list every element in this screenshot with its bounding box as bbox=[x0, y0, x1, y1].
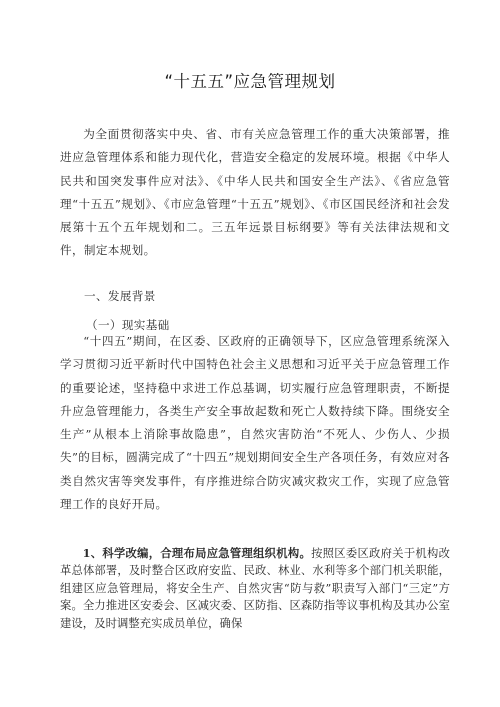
background-paragraph: “十四五”期间，在区委、区政府的正确领导下，区应急管理系统深入学习贯彻习近平新时代中国特色社会主义思想和习近平关于应急管理工作的重要论述，坚持稳中求进工作总基调，切实履行应急管理职责，不断提升应急管理能力，各类生产安全事故起数和死亡人数持续下降。围绕安全生产”从根本上消除事故隐患”，自然灾害防治“不死人、少伤人、少损失”的目标，圆满完成了“十四五”规划期间安全生产各项任务，有效应对各类自然灾害等突发事件，有序推进综合防灾减灾救灾工作，实现了应急管理工作的良好开局。 bbox=[60, 334, 450, 512]
subsection-heading-current-foundation: （一）现实基础 bbox=[86, 318, 170, 332]
document-title: “十五五”应急管理规划 bbox=[164, 72, 336, 91]
item-1-paragraph bbox=[60, 545, 450, 632]
intro-paragraph: 为全面贯彻落实中央、省、市有关应急管理工作的重大决策部署，推进应急管理体系和能力现代化，营造安全稳定的发展环境。根据《中华人民共和国突发事件应对法》、《中华人民共和国安全生产法》、《省应急管理“十五五”规划》、《市应急管理“十五五”规划》、《市区国民经济和社会发展第十五个五年规划和二。三五年远景目标纲要》等有关法律法规和文件，制定本规划。 bbox=[60, 127, 450, 258]
item-1-lead: 1、科学改编，合理布局应急管理组织机构。 bbox=[82, 546, 312, 560]
section-heading-development-background: 一、发展背景 bbox=[84, 289, 156, 303]
item-1-body: 按照区委区政府关于机构改革总体部署，及时整合区政府安监、民政、林业、水利等多个部门机关职能，组建区应急管理局，将安全生产、自然灾害“防与救”职责写入部门“三定”方案。全力推进区安委会、区减灾委、区防指、区森防指等议事机构及其办公室建设，及时调整充实成员单位，确保 bbox=[60, 547, 450, 630]
